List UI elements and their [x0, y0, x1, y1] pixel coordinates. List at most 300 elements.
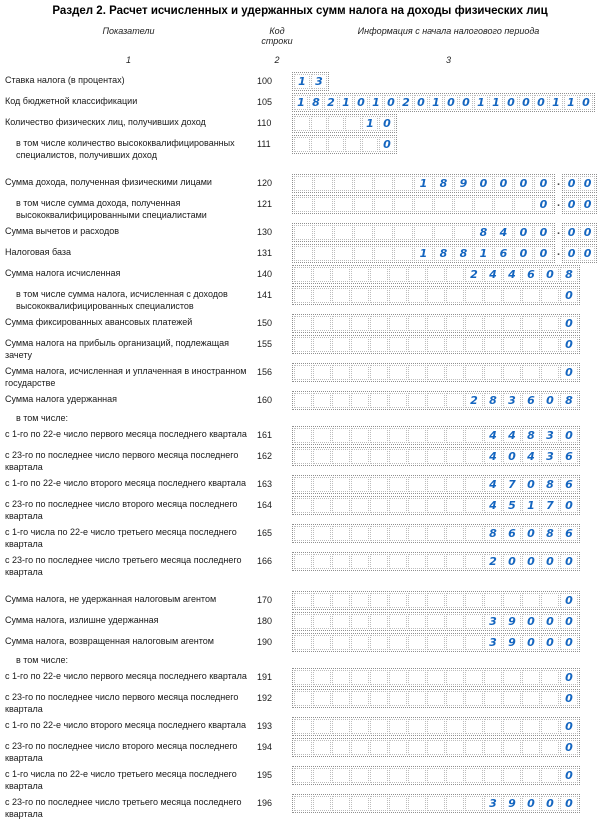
value-cell[interactable] — [351, 526, 369, 541]
value-cell[interactable]: 0 — [541, 554, 559, 569]
value-cell[interactable] — [294, 137, 310, 152]
value-cell[interactable] — [294, 428, 312, 443]
value-cell[interactable] — [408, 337, 426, 352]
value-cell[interactable]: 0 — [503, 554, 521, 569]
value-cell[interactable]: 1 — [339, 95, 353, 110]
value-cell[interactable] — [370, 337, 388, 352]
value-cell[interactable]: 0 — [534, 95, 548, 110]
value-cell[interactable] — [354, 197, 373, 212]
value-cell[interactable] — [427, 635, 445, 650]
value-cell[interactable]: 1 — [294, 95, 308, 110]
value-cell[interactable] — [484, 670, 502, 685]
value-cell[interactable]: 0 — [560, 635, 578, 650]
value-cell[interactable]: 0 — [379, 137, 395, 152]
value-cell[interactable] — [370, 526, 388, 541]
value-cell[interactable] — [389, 635, 407, 650]
row-value-field[interactable] — [292, 426, 600, 445]
row-value-field[interactable] — [292, 223, 600, 242]
value-cell[interactable] — [408, 526, 426, 541]
input-cell-group[interactable] — [562, 223, 597, 242]
value-cell[interactable] — [494, 197, 513, 212]
value-cell[interactable]: 0 — [541, 393, 559, 408]
value-cell[interactable] — [328, 116, 344, 131]
value-cell[interactable] — [503, 365, 521, 380]
value-cell[interactable] — [522, 670, 540, 685]
value-cell[interactable]: 0 — [534, 225, 553, 240]
value-cell[interactable] — [394, 176, 413, 191]
value-cell[interactable] — [446, 337, 464, 352]
row-value-field[interactable] — [292, 591, 600, 610]
value-cell[interactable] — [414, 197, 433, 212]
value-cell[interactable] — [427, 498, 445, 513]
value-cell[interactable]: 0 — [564, 225, 579, 240]
value-cell[interactable] — [313, 719, 331, 734]
value-cell[interactable] — [389, 337, 407, 352]
value-cell[interactable] — [311, 116, 327, 131]
value-cell[interactable] — [311, 137, 327, 152]
value-cell[interactable] — [446, 614, 464, 629]
input-cell-group[interactable] — [562, 174, 597, 193]
value-cell[interactable] — [374, 225, 393, 240]
value-cell[interactable]: 0 — [414, 95, 428, 110]
value-cell[interactable] — [484, 593, 502, 608]
value-cell[interactable] — [294, 740, 312, 755]
value-cell[interactable] — [541, 740, 559, 755]
value-cell[interactable] — [427, 267, 445, 282]
value-cell[interactable] — [484, 316, 502, 331]
input-cell-group[interactable] — [292, 174, 555, 193]
value-cell[interactable] — [294, 477, 312, 492]
value-cell[interactable] — [389, 393, 407, 408]
value-cell[interactable] — [541, 768, 559, 783]
value-cell[interactable] — [408, 428, 426, 443]
value-cell[interactable] — [465, 768, 483, 783]
value-cell[interactable] — [446, 267, 464, 282]
value-cell[interactable] — [465, 740, 483, 755]
row-value-field[interactable] — [292, 391, 600, 410]
value-cell[interactable] — [351, 768, 369, 783]
value-cell[interactable] — [332, 449, 350, 464]
value-cell[interactable]: 4 — [484, 449, 502, 464]
value-cell[interactable]: 9 — [503, 796, 521, 811]
value-cell[interactable] — [465, 635, 483, 650]
value-cell[interactable] — [294, 614, 312, 629]
value-cell[interactable]: 0 — [560, 719, 578, 734]
value-cell[interactable] — [332, 526, 350, 541]
value-cell[interactable] — [370, 428, 388, 443]
value-cell[interactable] — [503, 593, 521, 608]
input-cell-group[interactable] — [292, 552, 580, 571]
value-cell[interactable]: 8 — [434, 176, 453, 191]
value-cell[interactable]: 6 — [560, 477, 578, 492]
value-cell[interactable]: 9 — [503, 635, 521, 650]
value-cell[interactable] — [294, 691, 312, 706]
value-cell[interactable] — [484, 740, 502, 755]
value-cell[interactable] — [313, 477, 331, 492]
input-cell-group[interactable] — [292, 286, 580, 305]
value-cell[interactable] — [389, 740, 407, 755]
value-cell[interactable]: 0 — [564, 197, 579, 212]
value-cell[interactable] — [522, 316, 540, 331]
value-cell[interactable] — [389, 498, 407, 513]
value-cell[interactable] — [313, 768, 331, 783]
row-value-field[interactable] — [292, 265, 600, 284]
value-cell[interactable] — [427, 554, 445, 569]
value-cell[interactable]: 0 — [580, 197, 595, 212]
value-cell[interactable] — [522, 288, 540, 303]
value-cell[interactable]: 8 — [484, 526, 502, 541]
value-cell[interactable] — [389, 365, 407, 380]
value-cell[interactable] — [351, 365, 369, 380]
value-cell[interactable] — [522, 337, 540, 352]
value-cell[interactable]: 8 — [484, 393, 502, 408]
value-cell[interactable]: 8 — [454, 246, 473, 261]
value-cell[interactable] — [446, 670, 464, 685]
value-cell[interactable] — [314, 176, 333, 191]
value-cell[interactable] — [294, 197, 313, 212]
value-cell[interactable] — [514, 197, 533, 212]
value-cell[interactable] — [313, 526, 331, 541]
value-cell[interactable] — [389, 614, 407, 629]
value-cell[interactable] — [313, 365, 331, 380]
value-cell[interactable]: 2 — [399, 95, 413, 110]
value-cell[interactable] — [522, 719, 540, 734]
value-cell[interactable] — [332, 498, 350, 513]
value-cell[interactable]: 0 — [514, 225, 533, 240]
value-cell[interactable] — [427, 337, 445, 352]
value-cell[interactable] — [351, 498, 369, 513]
value-cell[interactable] — [465, 719, 483, 734]
value-cell[interactable] — [484, 719, 502, 734]
value-cell[interactable] — [351, 428, 369, 443]
input-cell-group[interactable] — [292, 717, 580, 736]
value-cell[interactable] — [314, 197, 333, 212]
value-cell[interactable]: 0 — [560, 337, 578, 352]
value-cell[interactable] — [541, 337, 559, 352]
value-cell[interactable] — [446, 288, 464, 303]
value-cell[interactable] — [446, 449, 464, 464]
value-cell[interactable] — [370, 670, 388, 685]
value-cell[interactable] — [389, 428, 407, 443]
value-cell[interactable] — [522, 740, 540, 755]
value-cell[interactable]: 0 — [560, 554, 578, 569]
value-cell[interactable]: 6 — [503, 526, 521, 541]
value-cell[interactable]: 4 — [484, 267, 502, 282]
input-cell-group[interactable] — [292, 738, 580, 757]
value-cell[interactable] — [313, 428, 331, 443]
value-cell[interactable] — [370, 365, 388, 380]
value-cell[interactable]: 0 — [580, 246, 595, 261]
value-cell[interactable]: 6 — [560, 449, 578, 464]
value-cell[interactable] — [427, 428, 445, 443]
value-cell[interactable]: 1 — [414, 176, 433, 191]
value-cell[interactable]: 0 — [580, 225, 595, 240]
value-cell[interactable] — [427, 593, 445, 608]
value-cell[interactable] — [474, 197, 493, 212]
value-cell[interactable] — [503, 337, 521, 352]
value-cell[interactable] — [332, 393, 350, 408]
value-cell[interactable] — [332, 288, 350, 303]
value-cell[interactable] — [522, 691, 540, 706]
value-cell[interactable]: 0 — [354, 95, 368, 110]
value-cell[interactable] — [370, 554, 388, 569]
input-cell-group[interactable] — [562, 244, 597, 263]
value-cell[interactable] — [394, 225, 413, 240]
value-cell[interactable]: 6 — [522, 393, 540, 408]
row-value-field[interactable] — [292, 766, 600, 785]
value-cell[interactable] — [541, 593, 559, 608]
value-cell[interactable] — [465, 428, 483, 443]
input-cell-group[interactable] — [292, 223, 555, 242]
value-cell[interactable] — [389, 526, 407, 541]
value-cell[interactable] — [351, 691, 369, 706]
value-cell[interactable] — [427, 288, 445, 303]
value-cell[interactable] — [294, 288, 312, 303]
value-cell[interactable] — [465, 498, 483, 513]
value-cell[interactable] — [370, 593, 388, 608]
value-cell[interactable] — [408, 554, 426, 569]
value-cell[interactable] — [408, 593, 426, 608]
value-cell[interactable]: 0 — [522, 477, 540, 492]
value-cell[interactable] — [408, 719, 426, 734]
value-cell[interactable] — [446, 477, 464, 492]
value-cell[interactable]: 0 — [522, 554, 540, 569]
value-cell[interactable] — [294, 316, 312, 331]
value-cell[interactable] — [351, 449, 369, 464]
value-cell[interactable] — [465, 365, 483, 380]
value-cell[interactable]: 4 — [503, 428, 521, 443]
value-cell[interactable] — [408, 449, 426, 464]
value-cell[interactable] — [313, 691, 331, 706]
value-cell[interactable]: 0 — [534, 246, 553, 261]
value-cell[interactable] — [503, 719, 521, 734]
value-cell[interactable] — [370, 635, 388, 650]
value-cell[interactable]: 3 — [484, 614, 502, 629]
row-value-field[interactable] — [292, 612, 600, 631]
value-cell[interactable] — [446, 316, 464, 331]
value-cell[interactable] — [351, 719, 369, 734]
value-cell[interactable] — [465, 477, 483, 492]
input-cell-group[interactable] — [292, 195, 555, 214]
value-cell[interactable] — [370, 691, 388, 706]
value-cell[interactable]: 0 — [519, 95, 533, 110]
value-cell[interactable] — [427, 393, 445, 408]
value-cell[interactable] — [389, 670, 407, 685]
value-cell[interactable] — [446, 593, 464, 608]
value-cell[interactable] — [484, 365, 502, 380]
value-cell[interactable]: 2 — [465, 393, 483, 408]
value-cell[interactable] — [370, 498, 388, 513]
value-cell[interactable] — [541, 670, 559, 685]
value-cell[interactable] — [351, 593, 369, 608]
row-value-field[interactable] — [292, 475, 600, 494]
value-cell[interactable] — [465, 526, 483, 541]
value-cell[interactable]: 1 — [414, 246, 433, 261]
input-cell-group[interactable] — [292, 314, 580, 333]
value-cell[interactable] — [332, 740, 350, 755]
value-cell[interactable]: 1 — [489, 95, 503, 110]
row-value-field[interactable] — [292, 794, 600, 813]
value-cell[interactable]: 6 — [494, 246, 513, 261]
value-cell[interactable] — [313, 393, 331, 408]
value-cell[interactable] — [351, 316, 369, 331]
value-cell[interactable] — [332, 477, 350, 492]
value-cell[interactable] — [389, 267, 407, 282]
row-value-field[interactable] — [292, 447, 600, 466]
value-cell[interactable] — [374, 246, 393, 261]
value-cell[interactable] — [389, 719, 407, 734]
value-cell[interactable] — [294, 719, 312, 734]
value-cell[interactable] — [332, 316, 350, 331]
value-cell[interactable]: 7 — [541, 498, 559, 513]
input-cell-group[interactable] — [292, 591, 580, 610]
value-cell[interactable]: 0 — [522, 796, 540, 811]
value-cell[interactable] — [370, 740, 388, 755]
value-cell[interactable] — [313, 337, 331, 352]
value-cell[interactable] — [294, 449, 312, 464]
value-cell[interactable] — [294, 498, 312, 513]
value-cell[interactable] — [465, 449, 483, 464]
value-cell[interactable]: 0 — [579, 95, 593, 110]
value-cell[interactable] — [314, 225, 333, 240]
value-cell[interactable] — [351, 477, 369, 492]
value-cell[interactable] — [414, 225, 433, 240]
value-cell[interactable]: 3 — [541, 449, 559, 464]
value-cell[interactable]: 8 — [541, 477, 559, 492]
value-cell[interactable] — [354, 176, 373, 191]
value-cell[interactable] — [328, 137, 344, 152]
value-cell[interactable]: 0 — [522, 635, 540, 650]
value-cell[interactable]: 3 — [311, 74, 327, 89]
row-value-field[interactable] — [292, 738, 600, 757]
value-cell[interactable]: 0 — [560, 316, 578, 331]
value-cell[interactable]: 2 — [324, 95, 338, 110]
value-cell[interactable] — [427, 316, 445, 331]
value-cell[interactable] — [465, 288, 483, 303]
value-cell[interactable]: 8 — [474, 225, 493, 240]
value-cell[interactable] — [313, 288, 331, 303]
value-cell[interactable]: 8 — [560, 393, 578, 408]
value-cell[interactable]: 0 — [541, 635, 559, 650]
value-cell[interactable] — [389, 316, 407, 331]
value-cell[interactable]: 8 — [541, 526, 559, 541]
input-cell-group[interactable] — [292, 447, 580, 466]
input-cell-group[interactable] — [292, 766, 580, 785]
value-cell[interactable]: 3 — [484, 796, 502, 811]
value-cell[interactable] — [427, 719, 445, 734]
value-cell[interactable] — [294, 393, 312, 408]
value-cell[interactable]: 4 — [484, 428, 502, 443]
input-cell-group[interactable] — [292, 794, 580, 813]
value-cell[interactable] — [522, 365, 540, 380]
value-cell[interactable] — [370, 267, 388, 282]
input-cell-group[interactable] — [292, 265, 580, 284]
value-cell[interactable] — [394, 197, 413, 212]
value-cell[interactable] — [354, 225, 373, 240]
value-cell[interactable] — [370, 768, 388, 783]
value-cell[interactable] — [351, 670, 369, 685]
value-cell[interactable] — [503, 691, 521, 706]
value-cell[interactable] — [351, 635, 369, 650]
value-cell[interactable] — [408, 267, 426, 282]
value-cell[interactable] — [332, 554, 350, 569]
row-value-field[interactable] — [292, 717, 600, 736]
value-cell[interactable] — [541, 288, 559, 303]
value-cell[interactable] — [427, 670, 445, 685]
input-cell-group[interactable] — [292, 244, 555, 263]
value-cell[interactable]: 8 — [434, 246, 453, 261]
value-cell[interactable] — [389, 288, 407, 303]
value-cell[interactable] — [294, 337, 312, 352]
value-cell[interactable]: 0 — [541, 267, 559, 282]
value-cell[interactable]: 0 — [560, 740, 578, 755]
value-cell[interactable] — [313, 449, 331, 464]
value-cell[interactable] — [427, 614, 445, 629]
value-cell[interactable]: 0 — [494, 176, 513, 191]
value-cell[interactable]: 0 — [560, 498, 578, 513]
value-cell[interactable]: 8 — [309, 95, 323, 110]
value-cell[interactable] — [294, 526, 312, 541]
value-cell[interactable]: 0 — [560, 796, 578, 811]
value-cell[interactable] — [294, 635, 312, 650]
value-cell[interactable] — [345, 137, 361, 152]
value-cell[interactable] — [389, 768, 407, 783]
value-cell[interactable] — [541, 719, 559, 734]
input-cell-group[interactable] — [292, 93, 595, 112]
input-cell-group[interactable] — [292, 612, 580, 631]
value-cell[interactable]: 6 — [560, 526, 578, 541]
value-cell[interactable] — [374, 176, 393, 191]
value-cell[interactable] — [294, 670, 312, 685]
value-cell[interactable] — [503, 316, 521, 331]
input-cell-group[interactable] — [292, 72, 329, 91]
value-cell[interactable]: 9 — [503, 614, 521, 629]
value-cell[interactable] — [294, 267, 312, 282]
value-cell[interactable] — [465, 593, 483, 608]
value-cell[interactable] — [370, 719, 388, 734]
value-cell[interactable] — [294, 246, 313, 261]
value-cell[interactable] — [389, 477, 407, 492]
value-cell[interactable] — [446, 635, 464, 650]
value-cell[interactable] — [362, 137, 378, 152]
row-value-field[interactable] — [292, 72, 600, 91]
value-cell[interactable]: 0 — [560, 691, 578, 706]
value-cell[interactable]: 4 — [503, 267, 521, 282]
value-cell[interactable]: 5 — [503, 498, 521, 513]
value-cell[interactable]: 0 — [444, 95, 458, 110]
value-cell[interactable] — [408, 614, 426, 629]
value-cell[interactable] — [427, 768, 445, 783]
value-cell[interactable]: 1 — [294, 74, 310, 89]
value-cell[interactable] — [351, 288, 369, 303]
value-cell[interactable] — [446, 393, 464, 408]
value-cell[interactable] — [427, 526, 445, 541]
value-cell[interactable] — [465, 337, 483, 352]
value-cell[interactable]: 1 — [549, 95, 563, 110]
value-cell[interactable] — [313, 498, 331, 513]
value-cell[interactable]: 0 — [564, 246, 579, 261]
value-cell[interactable] — [351, 554, 369, 569]
input-cell-group[interactable] — [292, 633, 580, 652]
value-cell[interactable] — [427, 365, 445, 380]
value-cell[interactable] — [354, 246, 373, 261]
row-value-field[interactable] — [292, 314, 600, 333]
value-cell[interactable] — [522, 768, 540, 783]
value-cell[interactable]: 1 — [429, 95, 443, 110]
value-cell[interactable] — [332, 691, 350, 706]
input-cell-group[interactable] — [292, 391, 580, 410]
value-cell[interactable]: 8 — [522, 428, 540, 443]
